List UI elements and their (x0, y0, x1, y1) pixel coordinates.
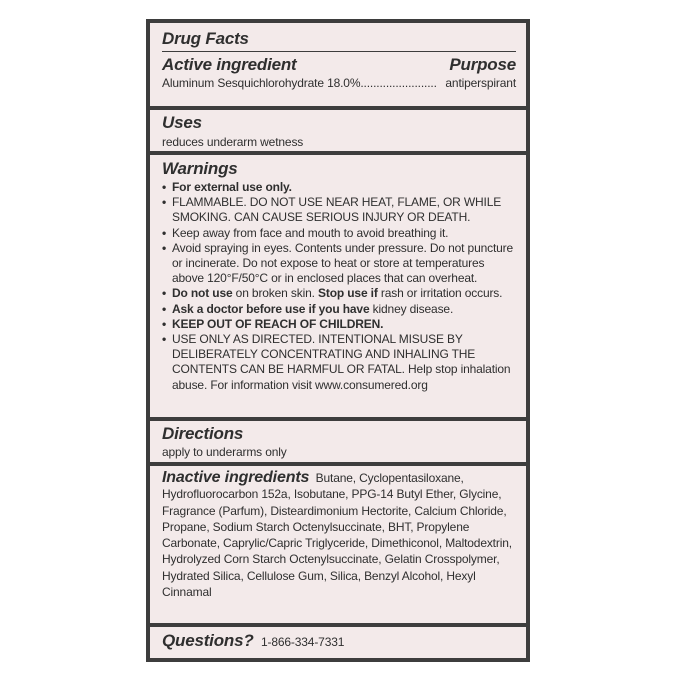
leader-dots: ........................ (360, 76, 437, 90)
drug-facts-title: Drug Facts (162, 29, 249, 48)
active-ingredient-heading: Active ingredient (162, 55, 297, 74)
warning-item: • Avoid spraying in eyes. Contents under pressure. Do not puncture or incinerate. Do not expose to heat or store at temperatures above 120°F/50°C or in enclosed places that can overheat. (162, 241, 516, 287)
directions-text: apply to underarms only (162, 445, 287, 459)
uses-text: reduces underarm wetness (162, 135, 304, 149)
drug-facts-panel (146, 19, 530, 662)
directions-section (150, 424, 526, 460)
inactive-ingredients-text: Butane, Cyclopentasiloxane, Hydrofluorocarbon 152a, Isobutane, PPG-14 Butyl Ether, Glycine, Fragrance (Parfum), Disteardimonium Hectorite, Calcium Chloride, Propane, Sodium Starch Octenylsuccinate, BHT, Propylene Carbonate, Caprylic/Capric Triglyceride, Dimethiconol, Maltodextrin, Hydrolyzed Corn Starch Octenylsuccinate, Gelatin Crosspolymer, Hydrated Silica, Cellulose Gum, Silica, Benzyl Alcohol, Hexyl Cinnamal (162, 471, 512, 600)
warning-item: • KEEP OUT OF REACH OF CHILDREN. (162, 317, 516, 332)
warning-item: • FLAMMABLE. DO NOT USE NEAR HEAT, FLAME, OR WHILE SMOKING. CAN CAUSE SERIOUS INJURY OR DEATH. (162, 195, 516, 225)
warning-item: • Do not use on broken skin. Stop use if rash or irritation occurs. (162, 286, 516, 301)
warnings-heading: Warnings (162, 159, 238, 178)
warnings-section (150, 159, 526, 393)
active-ingredient-name: Aluminum Sesquichlorohydrate 18.0% (162, 76, 361, 90)
separator-4 (150, 462, 526, 466)
purpose-value: antiperspirant (445, 76, 516, 90)
separator-3 (150, 417, 526, 421)
inactive-ingredients-heading: Inactive ingredients (162, 469, 310, 486)
uses-section (150, 113, 526, 150)
questions-section (150, 631, 526, 651)
warnings-list (162, 180, 516, 393)
questions-heading: Questions? (162, 631, 254, 650)
inactive-ingredients-section (150, 470, 526, 600)
active-ingredient-section (150, 29, 526, 91)
warning-item: • USE ONLY AS DIRECTED. INTENTIONAL MISUSE BY DELIBERATELY CONCENTRATING AND INHALING THE CONTENTS CAN BE HARMFUL OR FATAL. Help stop inhalation abuse. For information visit www.consumered.org (162, 332, 516, 393)
title-rule (162, 51, 516, 52)
separator-1 (150, 106, 526, 110)
questions-phone: 1-866-334-7331 (260, 635, 345, 649)
directions-heading: Directions (162, 424, 244, 443)
separator-2 (150, 151, 526, 155)
purpose-heading: Purpose (449, 55, 516, 74)
warning-item: • Keep away from face and mouth to avoid breathing it. (162, 226, 516, 241)
uses-heading: Uses (162, 113, 202, 132)
separator-5 (150, 623, 526, 627)
warning-item: • For external use only. (162, 180, 516, 195)
warning-item: • Ask a doctor before use if you have kidney disease. (162, 302, 516, 317)
